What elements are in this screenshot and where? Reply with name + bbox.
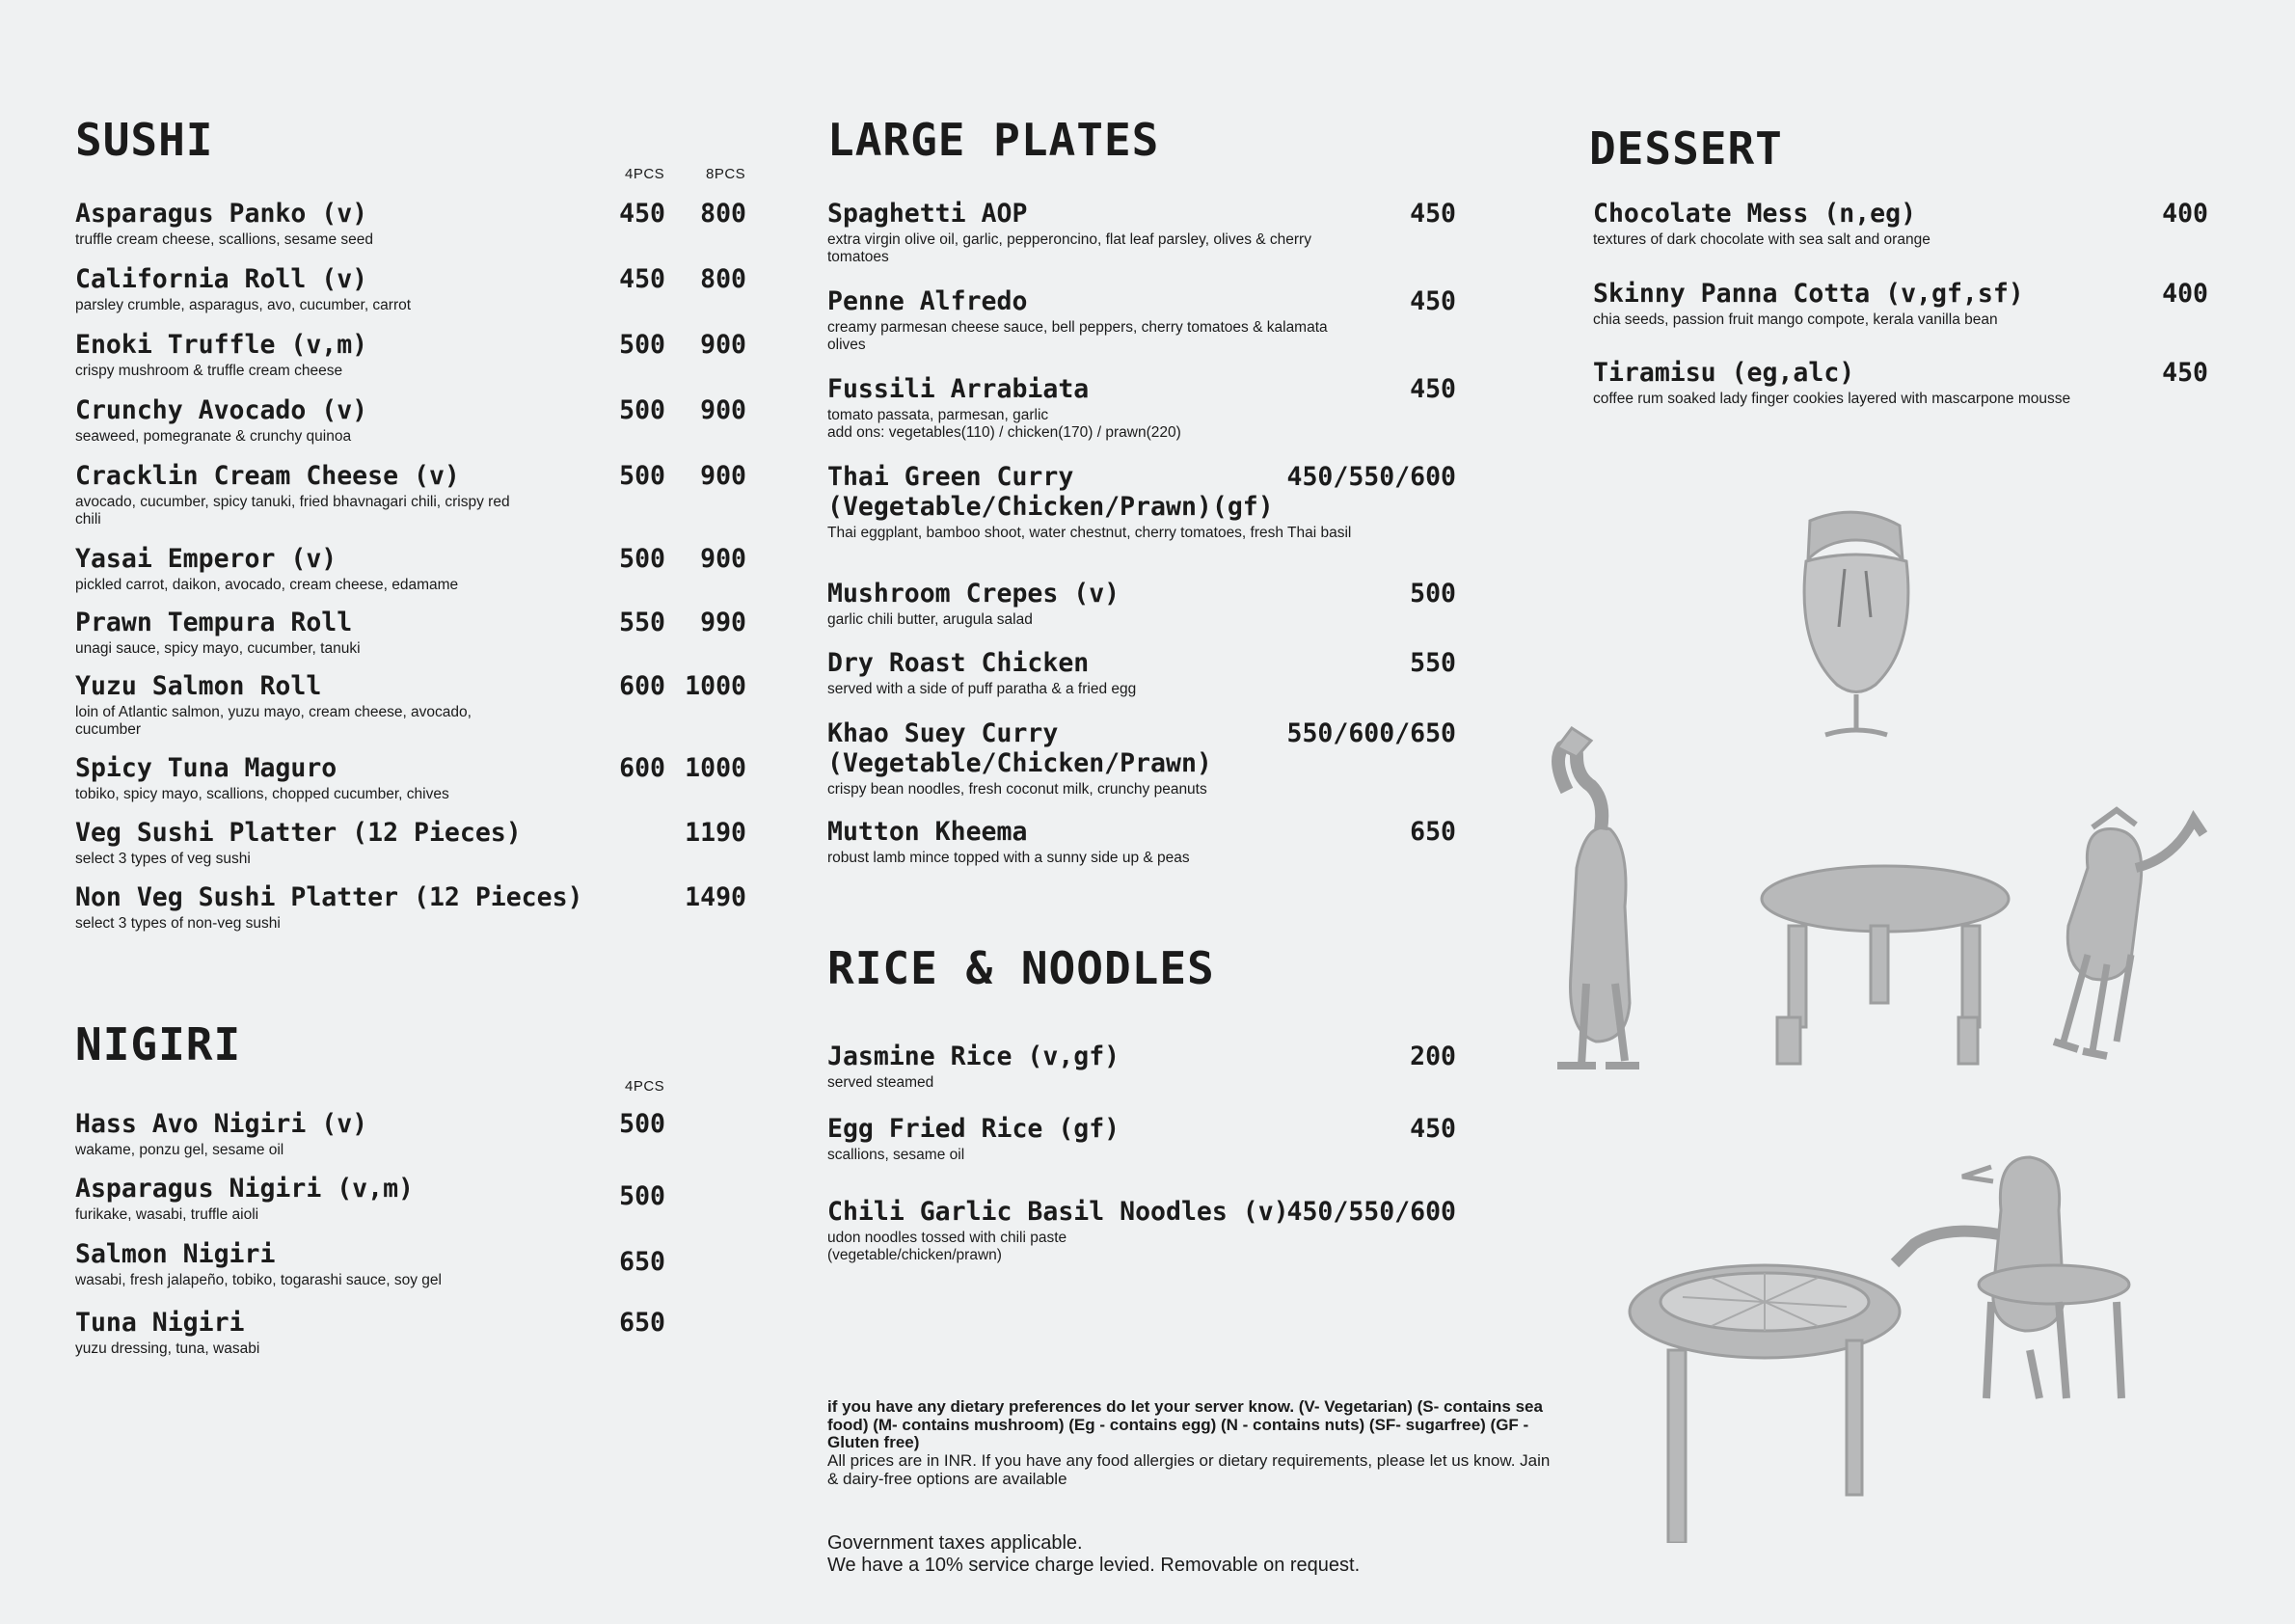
price-8pcs: 1000 [685,753,746,783]
wine-glass-figure [1804,512,1908,735]
price-4pcs: 500 [619,395,665,425]
price-8pcs: 900 [700,544,746,574]
tax-note: Government taxes applicable. [827,1532,1083,1554]
nigiri-item [75,1308,665,1358]
large-plates-item [827,579,1456,629]
large-plates-item [827,817,1456,867]
item-description: truffle cream cheese, scallions, sesame seed [75,231,374,248]
item-description: crispy mushroom & truffle cream cheese [75,363,343,379]
item-description: tobiko, spicy mayo, scallions, chopped cucumber, chives [75,786,449,802]
price-8pcs: 900 [700,461,746,491]
item-name: Enoki Truffle (v,m) [75,330,368,360]
sushi-item [75,753,746,803]
item-name: Dry Roast Chicken [827,648,1090,678]
item-description: seaweed, pomegranate & crunchy quinoa [75,428,352,445]
item-price: 450/550/600 [1286,462,1456,492]
item-name: Thai Green Curry [827,462,1074,492]
item-description: coffee rum soaked lady finger cookies layered with mascarpone mousse [1593,391,2071,407]
item-description: wakame, ponzu gel, sesame oil [75,1142,284,1158]
item-description: garlic chili butter, arugula salad [827,611,1033,628]
item-description: select 3 types of veg sushi [75,851,251,867]
price-8pcs: 900 [700,395,746,425]
large-plates-item [827,648,1456,698]
item-description: udon noodles tossed with chili paste (vegetable/chicken/prawn) [827,1230,1067,1263]
price-4pcs: 550 [619,608,665,637]
item-name: Crunchy Avocado (v) [75,395,368,425]
left-creature-figure [1557,728,1639,1066]
item-description: scallions, sesame oil [827,1147,965,1163]
large-plates-item [827,199,1456,266]
item-price: 450/550/600 [1286,1197,1456,1227]
item-description: tomato passata, parmesan, garlic [827,407,1049,423]
item-description: Thai eggplant, bamboo shoot, water chestnut, cherry tomatoes, fresh Thai basil [827,525,1352,541]
item-description: chia seeds, passion fruit mango compote, kerala vanilla bean [1593,311,1998,328]
item-description: served steamed [827,1074,934,1091]
item-price: 450 [1410,199,1456,229]
decorative-illustration [1538,501,2232,1543]
nigiri-item [75,1109,665,1159]
sushi-item [75,264,746,314]
item-price: 450 [2162,358,2208,388]
rice-noodles-item [827,1114,1456,1164]
dessert-heading: DESSERT [1589,122,1783,175]
dietary-note: if you have any dietary preferences do let your server know. (V- Vegetarian) (S- contains sea food) (M- contains mushroom) (Eg - contains egg) (N - contains nuts) (SF- sugarfree) (GF - Gluten free) [827,1397,1543,1451]
item-name: Spicy Tuna Maguro [75,753,338,783]
sushi-heading: SUSHI [75,114,214,166]
item-description: served with a side of puff paratha & a fried egg [827,681,1137,697]
sushi-item [75,671,746,739]
item-name: Fussili Arrabiata [827,374,1090,404]
item-name: Asparagus Nigiri (v,m) [75,1174,414,1204]
item-price: 650 [1410,817,1456,847]
nigiri-col-4pcs: 4PCS [625,1078,665,1095]
item-price: 550/600/650 [1286,718,1456,748]
sushi-item [75,199,746,249]
nigiri-item [75,1239,665,1289]
item-description: robust lamb mince topped with a sunny side up & peas [827,850,1190,866]
item-name-variant: (Vegetable/Chicken/Prawn)(gf) [827,492,1274,522]
item-description: select 3 types of non-veg sushi [75,915,281,932]
item-name: Tuna Nigiri [75,1308,245,1338]
item-name: Cracklin Cream Cheese (v) [75,461,460,491]
sushi-item [75,608,746,658]
sushi-item [75,882,746,933]
price-8pcs: 1000 [685,671,746,701]
item-name: Skinny Panna Cotta (v,gf,sf) [1593,279,2024,309]
price-4pcs: 600 [619,753,665,783]
item-name: Mushroom Crepes (v) [827,579,1120,609]
item-name: Penne Alfredo [827,286,1028,316]
item-price: 650 [619,1308,665,1338]
table-figure [1762,866,2009,1064]
price-4pcs: 600 [619,671,665,701]
item-price: 400 [2162,279,2208,309]
item-name: Veg Sushi Platter (12 Pieces) [75,818,522,848]
item-price: 550 [1410,648,1456,678]
large-plates-heading: LARGE PLATES [827,114,1160,166]
price-8pcs: 900 [700,330,746,360]
item-description: pickled carrot, daikon, avocado, cream cheese, edamame [75,577,459,593]
item-description: creamy parmesan cheese sauce, bell peppers, cherry tomatoes & kalamata olives [827,319,1328,353]
rice-noodles-item [827,1197,1456,1264]
large-plates-item [827,286,1456,354]
large-plates-item [827,718,1456,798]
right-creature-figure [2054,810,2203,1056]
item-description: yuzu dressing, tuna, wasabi [75,1340,260,1357]
item-price: 500 [619,1109,665,1139]
item-name: Mutton Kheema [827,817,1028,847]
item-price: 500 [619,1181,665,1211]
service-charge-note: We have a 10% service charge levied. Removable on request. [827,1555,1361,1576]
item-description: loin of Atlantic salmon, yuzu mayo, cream cheese, avocado, cucumber [75,704,472,738]
item-name: Salmon Nigiri [75,1239,276,1269]
item-name: Tiramisu (eg,alc) [1593,358,1855,388]
item-name: Prawn Tempura Roll [75,608,353,637]
item-name: Chili Garlic Basil Noodles (v) [827,1197,1289,1227]
item-description: unagi sauce, spicy mayo, cucumber, tanuki [75,640,361,657]
sushi-item [75,818,746,868]
sushi-item [75,461,746,528]
dessert-item [1593,279,2208,329]
price-8pcs: 1490 [685,882,746,912]
item-name: Jasmine Rice (v,gf) [827,1042,1120,1071]
item-name: Spaghetti AOP [827,199,1028,229]
item-name: Non Veg Sushi Platter (12 Pieces) [75,882,583,912]
price-8pcs: 990 [700,608,746,637]
item-name: Egg Fried Rice (gf) [827,1114,1120,1144]
large-plates-item [827,462,1456,542]
price-8pcs: 800 [700,199,746,229]
item-description: parsley crumble, asparagus, avo, cucumber, carrot [75,297,412,313]
item-description: wasabi, fresh jalapeño, tobiko, togarashi sauce, soy gel [75,1272,442,1288]
item-name: Yuzu Salmon Roll [75,671,322,701]
item-price: 400 [2162,199,2208,229]
item-description-addon: add ons: vegetables(110) / chicken(170) / prawn(220) [827,424,1181,441]
dessert-item [1593,358,2208,408]
item-description: extra virgin olive oil, garlic, pepperoncino, flat leaf parsley, olives & cherry tomatoes [827,231,1311,265]
item-price: 450 [1410,374,1456,404]
price-4pcs: 450 [619,264,665,294]
nigiri-heading: NIGIRI [75,1018,242,1070]
sushi-item [75,544,746,594]
item-name: Asparagus Panko (v) [75,199,368,229]
price-8pcs: 800 [700,264,746,294]
item-price: 500 [1410,579,1456,609]
price-4pcs: 450 [619,199,665,229]
rice-noodles-heading: RICE & NOODLES [827,942,1215,994]
item-name: Hass Avo Nigiri (v) [75,1109,368,1139]
item-description: avocado, cucumber, spicy tanuki, fried bhavnagari chili, crispy red chili [75,494,510,528]
item-name: Khao Suey Curry [827,718,1059,748]
dessert-item [1593,199,2208,249]
item-price: 650 [619,1247,665,1277]
rice-noodles-item [827,1042,1456,1092]
item-description: textures of dark chocolate with sea salt and orange [1593,231,1930,248]
item-name-variant: (Vegetable/Chicken/Prawn) [827,748,1212,778]
price-4pcs: 500 [619,330,665,360]
item-price: 200 [1410,1042,1456,1071]
price-4pcs: 500 [619,461,665,491]
eating-creature-figure [1895,1157,2129,1398]
price-4pcs: 500 [619,544,665,574]
sushi-item [75,330,746,380]
nigiri-item [75,1174,665,1224]
item-price: 450 [1410,1114,1456,1144]
large-plates-item [827,374,1456,442]
sushi-col-4pcs: 4PCS [625,166,665,182]
item-name: California Roll (v) [75,264,368,294]
item-description: furikake, wasabi, truffle aioli [75,1206,259,1223]
price-8pcs: 1190 [685,818,746,848]
sushi-col-8pcs: 8PCS [706,166,746,182]
item-name: Chocolate Mess (n,eg) [1593,199,1917,229]
item-description: crispy bean noodles, fresh coconut milk, crunchy peanuts [827,781,1207,798]
sushi-item [75,395,746,446]
item-price: 450 [1410,286,1456,316]
pizza-table-figure [1630,1265,1900,1543]
item-name: Yasai Emperor (v) [75,544,338,574]
allergy-note: All prices are in INR. If you have any food allergies or dietary requirements, please let us know. Jain & dairy-free options are available [827,1451,1551,1488]
